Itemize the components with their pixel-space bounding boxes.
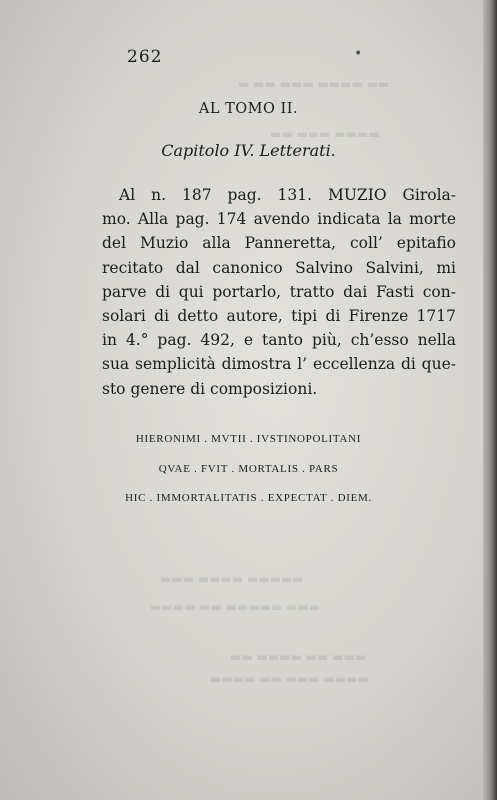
bleed-through-text: ▬▬▬▬ ▬▬ ▬▬▬▬▬ ▬▬▬ — [150, 600, 321, 614]
chapter-heading: Capitolo IV. Letterati. — [161, 141, 336, 160]
paragraph-line: solari di detto autore, tipi di Firenze 1717 — [102, 307, 456, 326]
paragraph-line: sto genere di composizioni. — [102, 379, 318, 398]
paragraph-line: recitato dal canonico Salvino Salvini, mi — [102, 258, 456, 277]
paragraph-line: sua semplicità dimostra l’ eccellenza di que- — [102, 355, 456, 374]
inscription-line: HIC . IMMORTALITATIS . EXPECTAT . DIEM. — [125, 492, 372, 504]
inscription-line: HIERONIMI . MVTII . IVSTINOPOLITANI — [135, 433, 362, 445]
bleed-through-text: ▬▬▬▬ ▬▬ ▬▬▬ ▬▬▬▬ — [210, 672, 369, 686]
bleed-through-text: ▬ ▬▬ ▬▬▬ ▬▬▬▬ ▬▬ — [238, 77, 390, 91]
paragraph — [102, 183, 456, 401]
bleed-through-text: ▬▬ ▬▬▬▬ ▬▬ ▬▬▬ — [230, 650, 367, 664]
paragraph-line: in 4.° pag. 492, e tanto più, ch’esso nella — [102, 331, 456, 350]
bleed-through-text: ▬▬ ▬▬▬ ▬▬▬▬ — [270, 127, 380, 141]
paragraph-line: mo. Alla pag. 174 avendo indicata la morte — [102, 210, 456, 229]
page-mark: • — [354, 46, 363, 62]
inscription-line: QVAE . FVIT . MORTALIS . PARS — [158, 463, 339, 475]
paragraph-line: parve di qui portarlo, tratto dai Fasti con- — [102, 282, 456, 301]
paragraph-line: Al n. 187 pag. 131. MUZIO Girola- — [119, 186, 456, 204]
section-heading: AL TOMO II. — [198, 101, 299, 117]
page-gutter — [483, 0, 497, 800]
paragraph-line: del Muzio alla Panneretta, coll’ epitafio — [102, 234, 456, 253]
page-number: 262 — [127, 47, 163, 67]
bleed-through-text: ▬▬▬ ▬▬▬▬ ▬▬▬▬▬ — [160, 572, 304, 586]
